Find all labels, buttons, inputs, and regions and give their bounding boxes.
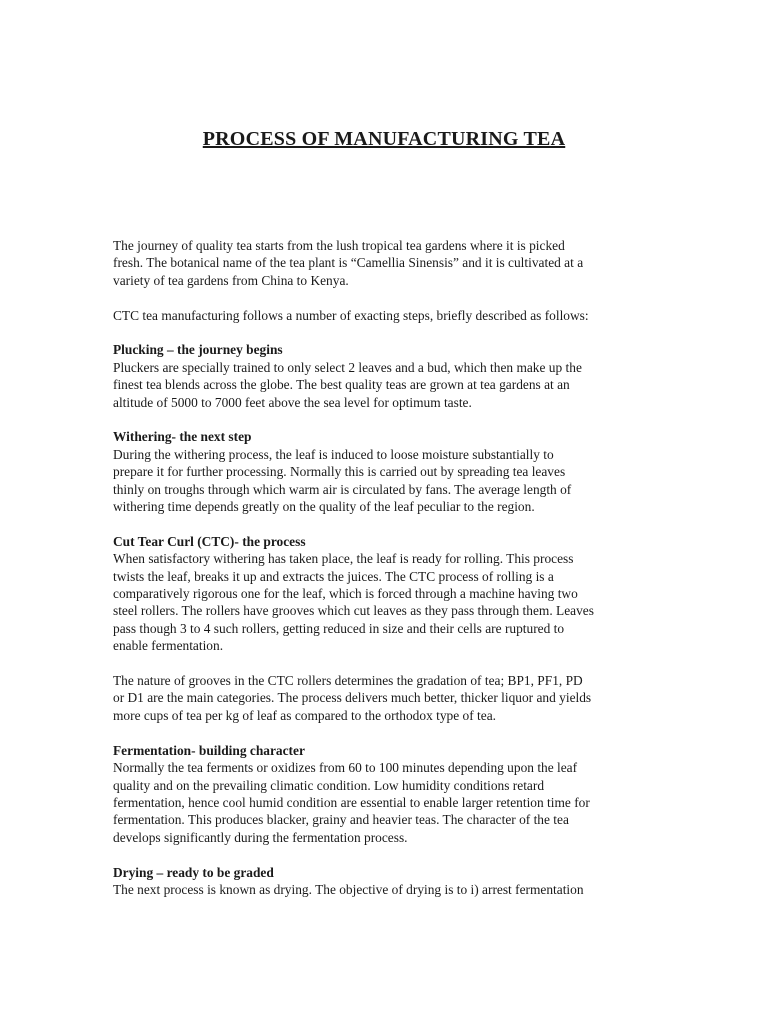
text-line: twists the leaf, breaks it up and extracts the juices. The CTC process of rolling is a	[113, 568, 554, 584]
section-plucking	[113, 341, 653, 411]
text-line: thinly on troughs through which warm air is circulated by fans. The average length of	[113, 481, 572, 497]
text-line: fermentation, hence cool humid condition are essential to enable larger retention time for	[113, 794, 590, 810]
text-line: During the withering process, the leaf is induced to loose moisture substantially to	[113, 446, 554, 462]
text-line: The nature of grooves in the CTC rollers determines the gradation of tea; BP1, PF1, PD	[113, 673, 583, 689]
text-line: The next process is known as drying. The objective of drying is to i) arrest fermentation	[113, 881, 584, 897]
text-line: develops significantly during the fermentation process.	[113, 829, 408, 845]
section-heading: Withering- the next step	[113, 429, 252, 445]
text-line: finest tea blends across the globe. The best quality teas are grown at tea gardens at an	[113, 377, 570, 393]
text-line: comparatively rigorous one for the leaf, which is forced through a machine having two	[113, 586, 578, 602]
section-heading: Cut Tear Curl (CTC)- the process	[113, 533, 306, 549]
text-line: withering time depends greatly on the quality of the leaf peculiar to the region.	[113, 499, 535, 515]
section-withering	[113, 428, 653, 515]
text-line: The journey of quality tea starts from the lush tropical tea gardens where it is picked	[113, 238, 565, 253]
text-line: steel rollers. The rollers have grooves which cut leaves as they pass through them. Leaves	[113, 603, 594, 619]
text-line: or D1 are the main categories. The process delivers much better, thicker liquor and yields	[113, 690, 592, 706]
section-heading: Plucking – the journey begins	[113, 342, 283, 358]
text-line: enable fermentation.	[113, 638, 224, 654]
section-fermentation	[113, 742, 653, 846]
section-ctc	[113, 533, 653, 724]
document-body	[113, 237, 653, 898]
text-line: prepare it for further processing. Normally this is carried out by spreading tea leaves	[113, 464, 566, 480]
text-line: Normally the tea ferments or oxidizes from 60 to 100 minutes depending upon the leaf	[113, 760, 578, 776]
section-heading: Fermentation- building character	[113, 742, 305, 758]
document-title: PROCESS OF MANUFACTURING TEA	[202, 128, 566, 150]
text-line: When satisfactory withering has taken place, the leaf is ready for rolling. This process	[113, 551, 574, 567]
text-line: more cups of tea per kg of leaf as compared to the orthodox type of tea.	[113, 707, 496, 723]
text-line: pass though 3 to 4 such rollers, getting reduced in size and their cells are ruptured to	[113, 620, 565, 636]
text-line: fermentation. This produces blacker, grainy and heavier teas. The character of the tea	[113, 812, 569, 828]
section-drying	[113, 864, 653, 899]
text-line: fresh. The botanical name of the tea plant is “Camellia Sinensis” and it is cultivated at a	[113, 255, 584, 271]
intro-paragraph	[113, 237, 653, 289]
text-line: Pluckers are specially trained to only select 2 leaves and a bud, which then make up the	[113, 359, 582, 375]
section-heading: Drying – ready to be graded	[113, 864, 274, 880]
text-line: altitude of 5000 to 7000 feet above the sea level for optimum taste.	[113, 394, 472, 410]
text-line: variety of tea gardens from China to Kenya.	[113, 272, 349, 288]
ctc-intro-paragraph: CTC tea manufacturing follows a number of exacting steps, briefly described as follows:	[113, 307, 589, 323]
text-line: quality and on the prevailing climatic condition. Low humidity conditions retard	[113, 777, 545, 793]
